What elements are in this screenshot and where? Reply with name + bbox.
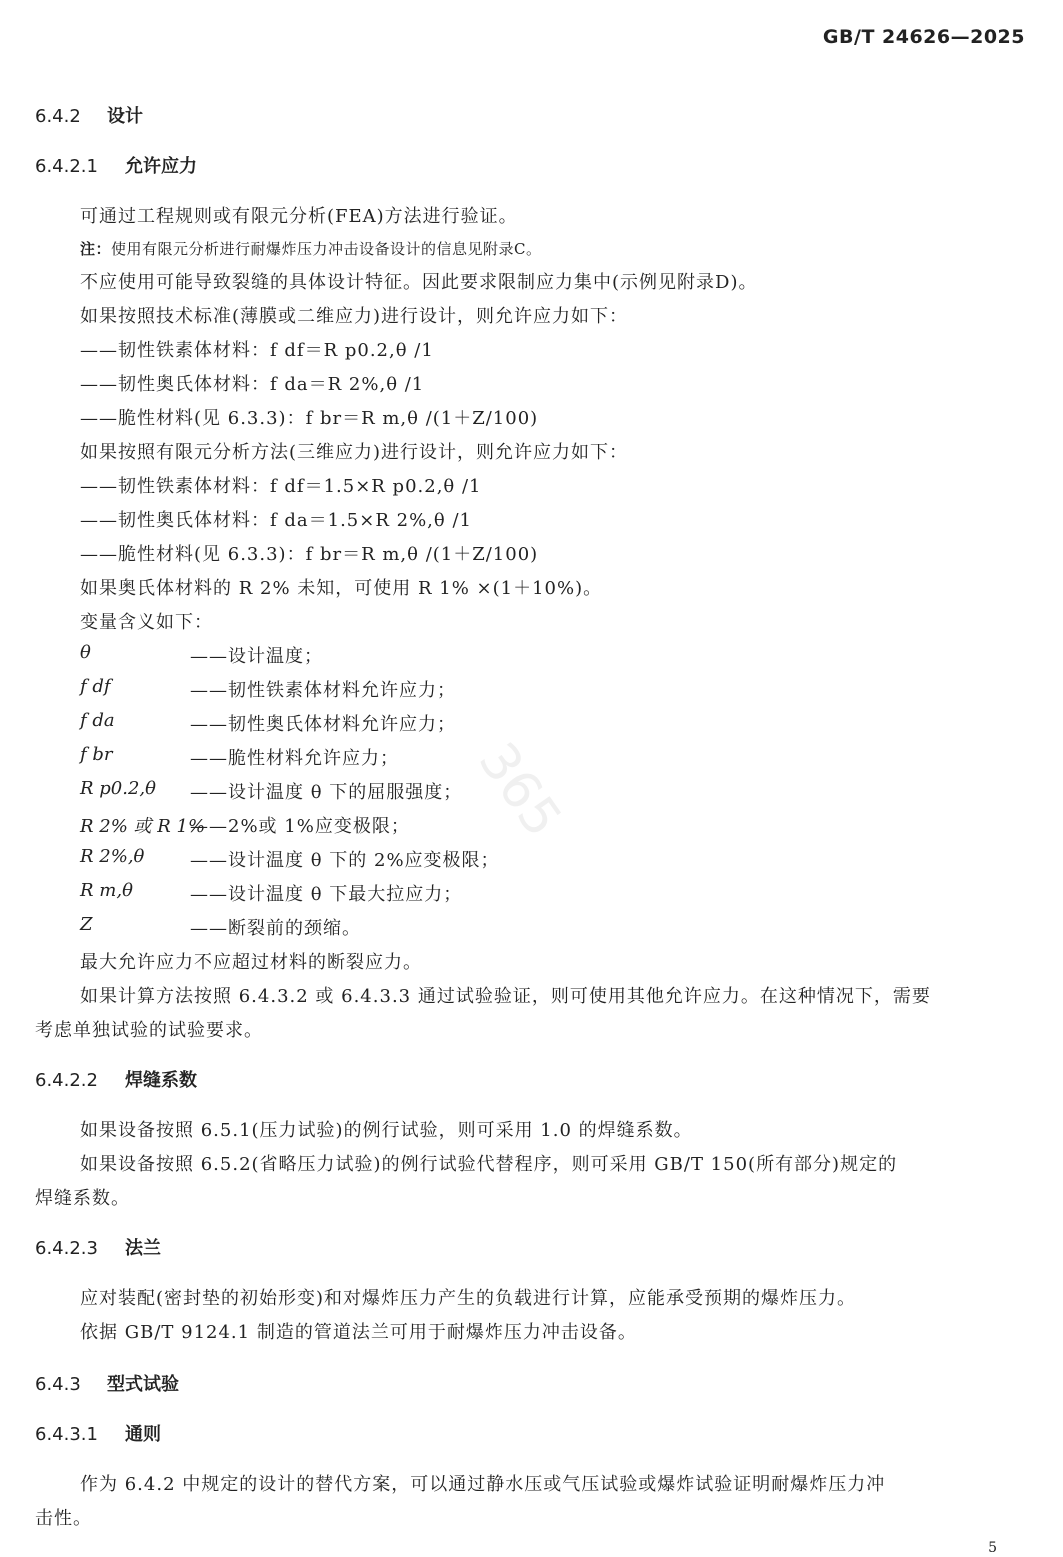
section-heading-6-4-2-2 — [35, 1066, 197, 1092]
section-title: 法兰 — [125, 1238, 161, 1259]
list-item: ——脆性材料(见 6.3.3)：f br＝R m,θ /(1＋Z/100) — [80, 544, 539, 565]
variable-symbol: R p0.2,θ — [80, 778, 156, 799]
section-title: 设计 — [107, 106, 143, 127]
variable-symbol: θ — [80, 642, 91, 663]
section-heading-6-4-3-1 — [35, 1420, 161, 1446]
variable-description: ——韧性铁素体材料允许应力； — [190, 680, 456, 701]
section-number: 6.4.2.3 — [35, 1238, 98, 1259]
section-heading-6-4-2-1 — [35, 152, 197, 178]
page-number: 5 — [988, 1540, 997, 1556]
variable-symbol: R 2%,θ — [80, 846, 145, 867]
note-label: 注： — [80, 240, 112, 258]
watermark: 365 — [466, 732, 573, 848]
variable-description: ——设计温度； — [190, 646, 323, 667]
variable-description: ——2%或 1%应变极限； — [190, 816, 410, 837]
paragraph-continuation: 考虑单独试验的试验要求。 — [35, 1020, 263, 1041]
paragraph: 如果按照有限元分析方法(三维应力)进行设计，则允许应力如下： — [80, 442, 629, 463]
paragraph: 如果奥氏体材料的 R 2% 未知，可使用 R 1% ×(1＋10%)。 — [80, 578, 603, 599]
variable-symbol: f df — [80, 676, 111, 697]
paragraph: 作为 6.4.2 中规定的设计的替代方案，可以通过静水压或气压试验或爆炸试验证明耐爆炸压力冲 — [80, 1474, 886, 1495]
variable-description: ——设计温度 θ 下最大拉应力； — [190, 884, 463, 905]
note — [80, 238, 542, 259]
list-item: ——韧性铁素体材料：f df＝R p0.2,θ /1 — [80, 340, 434, 361]
section-title: 通则 — [125, 1424, 161, 1445]
variable-symbol: f br — [80, 744, 113, 765]
paragraph: 如果计算方法按照 6.4.3.2 或 6.4.3.3 通过试验验证，则可使用其他允许应力。在这种情况下，需要 — [80, 986, 931, 1007]
section-title: 允许应力 — [125, 156, 197, 177]
section-number: 6.4.2.2 — [35, 1070, 98, 1091]
paragraph: 最大允许应力不应超过材料的断裂应力。 — [80, 952, 422, 973]
section-number: 6.4.2.1 — [35, 156, 98, 177]
paragraph: 应对装配(密封垫的初始形变)和对爆炸压力产生的负载进行计算，应能承受预期的爆炸压力。 — [80, 1288, 857, 1309]
paragraph: 依据 GB/T 9124.1 制造的管道法兰可用于耐爆炸压力冲击设备。 — [80, 1322, 637, 1343]
section-heading-6-4-3 — [35, 1370, 179, 1396]
section-title: 型式试验 — [107, 1374, 179, 1395]
variable-description: ——设计温度 θ 下的屈服强度； — [190, 782, 463, 803]
paragraph: 如果按照技术标准(薄膜或二维应力)进行设计，则允许应力如下： — [80, 306, 629, 327]
section-number: 6.4.2 — [35, 106, 81, 127]
variable-symbol: R m,θ — [80, 880, 133, 901]
section-heading-6-4-2-3 — [35, 1234, 161, 1260]
paragraph-continuation: 击性。 — [35, 1508, 92, 1529]
variable-description: ——设计温度 θ 下的 2%应变极限； — [190, 850, 500, 871]
standard-number-header: GB/T 24626—2025 — [822, 26, 1025, 48]
variable-description: ——韧性奥氏体材料允许应力； — [190, 714, 456, 735]
list-item: ——脆性材料(见 6.3.3)：f br＝R m,θ /(1＋Z/100) — [80, 408, 539, 429]
note-text: 使用有限元分析进行耐爆炸压力冲击设备设计的信息见附录C。 — [111, 240, 542, 258]
list-item: ——韧性奥氏体材料：f da＝R 2%,θ /1 — [80, 374, 425, 395]
section-title: 焊缝系数 — [125, 1070, 197, 1091]
list-item: ——韧性奥氏体材料：f da＝1.5×R 2%,θ /1 — [80, 510, 472, 531]
paragraph-continuation: 焊缝系数。 — [35, 1188, 130, 1209]
paragraph: 变量含义如下： — [80, 612, 213, 633]
section-number: 6.4.3 — [35, 1374, 81, 1395]
variable-description: ——脆性材料允许应力； — [190, 748, 399, 769]
variable-symbol: R 2% 或 R 1% — [80, 816, 206, 837]
list-item: ——韧性铁素体材料：f df＝1.5×R p0.2,θ /1 — [80, 476, 482, 497]
variable-description: ——断裂前的颈缩。 — [190, 918, 361, 939]
section-number: 6.4.3.1 — [35, 1424, 98, 1445]
paragraph: 不应使用可能导致裂缝的具体设计特征。因此要求限制应力集中(示例见附录D)。 — [80, 272, 758, 293]
paragraph: 如果设备按照 6.5.1(压力试验)的例行试验，则可采用 1.0 的焊缝系数。 — [80, 1120, 693, 1141]
section-heading-6-4-2 — [35, 102, 143, 128]
variable-symbol: Z — [80, 914, 93, 935]
paragraph: 如果设备按照 6.5.2(省略压力试验)的例行试验代替程序，则可采用 GB/T 150(所有部分)规定的 — [80, 1154, 898, 1175]
paragraph: 可通过工程规则或有限元分析(FEA)方法进行验证。 — [80, 206, 518, 227]
variable-symbol: f da — [80, 710, 115, 731]
